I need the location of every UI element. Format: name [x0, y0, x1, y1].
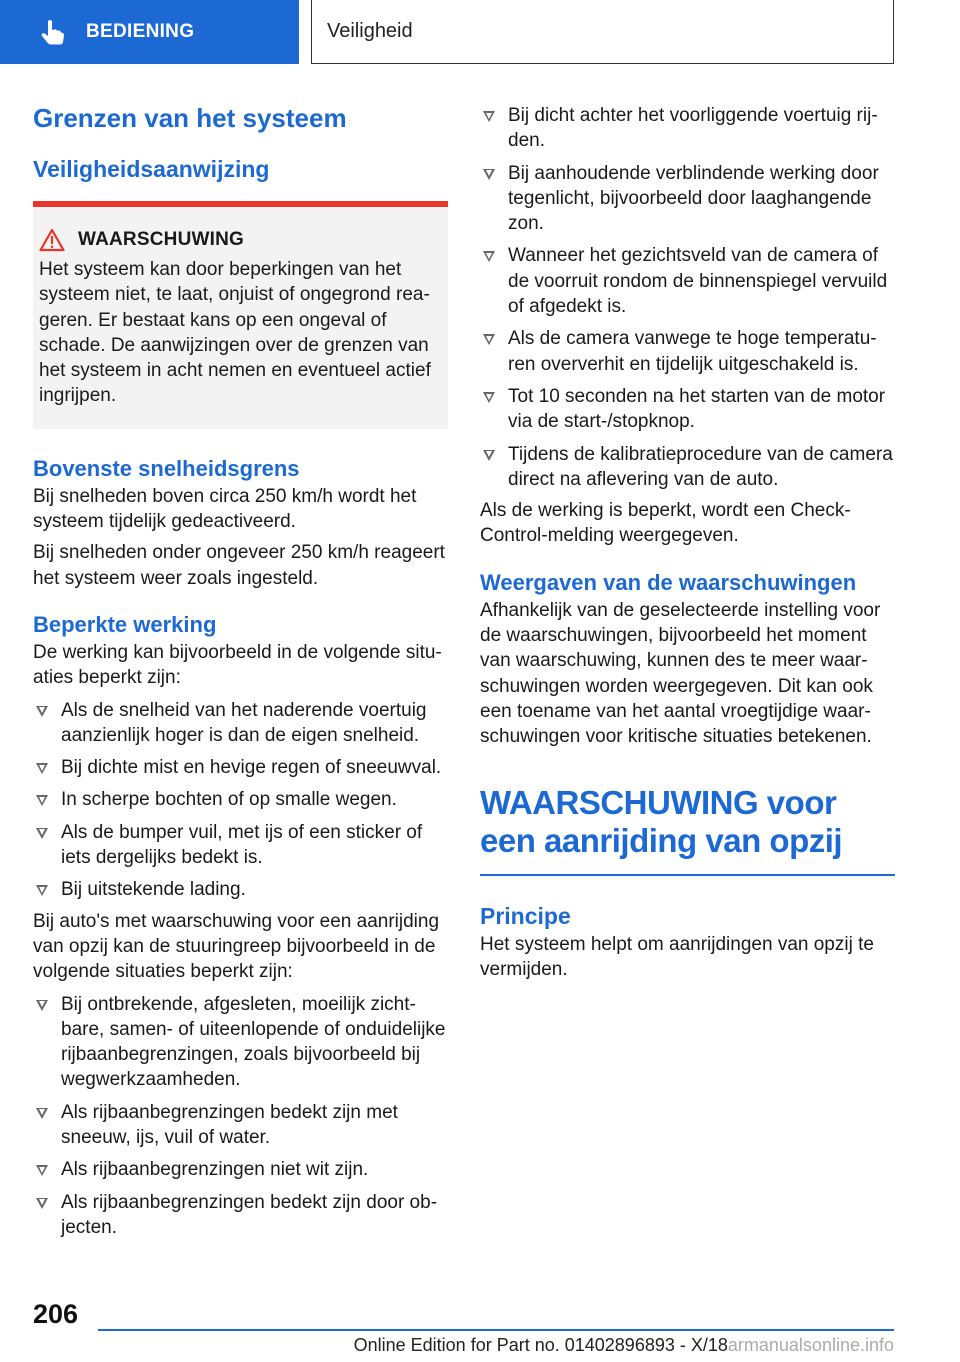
- page-number: 206: [33, 1299, 79, 1329]
- safety-subtitle: Veiligheidsaanwijzing: [33, 156, 270, 182]
- triangle-bullet-icon: [483, 334, 495, 345]
- check-control-note: Als de werking is beperkt, wordt een Check-Control-melding weergegeven.: [480, 500, 851, 547]
- triangle-bullet-icon: [483, 251, 495, 262]
- chapter-tab[interactable]: [311, 0, 894, 64]
- warnings-display-heading: Weergaven van de waarschuwingen: [480, 569, 857, 595]
- triangle-bullet-icon: [483, 392, 495, 403]
- hand-pointer-icon: [38, 18, 66, 46]
- chapter-label: Veiligheid: [327, 20, 413, 42]
- list-item: Als rijbaanbegrenzingen bedekt zijn met sneeuw, ijs, vuil of water.: [33, 1100, 448, 1151]
- list-item: Als rijbaanbegrenzingen bedekt zijn door objecten.: [33, 1190, 448, 1241]
- warnings-display-text: Afhankelijk van de geselecteerde instelling voor de waarschuwingen, bijvoorbeeld het moment van waarschuwing, kunnen des te meer waarschuwingen worden weergegeven. Dit kan ook een toename van het aantal vroegtijdige waarschuwingen voor kritische situaties betekenen.: [480, 599, 881, 748]
- triangle-bullet-icon: [483, 450, 495, 461]
- right-column: [480, 97, 895, 982]
- triangle-bullet-icon: [483, 169, 495, 180]
- list-item: Als de camera vanwege te hoge temperaturen oververhit en tijdelijk uitgeschakeld is.: [480, 326, 895, 377]
- limited-intro: De werking kan bijvoorbeeld in de volgende situaties beperkt zijn:: [33, 641, 442, 689]
- list-item: Bij ontbrekende, afgesleten, moeilijk zichtbare, samen- of uiteenlopende of onduidelijke rijbaanbegrenzingen, zoals bijvoorbeeld bij wegwerkzaamheden.: [33, 992, 448, 1093]
- list-item: In scherpe bochten of op smalle wegen.: [33, 787, 448, 812]
- chapter-title: WAARSCHUWING voor een aanrijding van opzij: [480, 783, 843, 859]
- triangle-bullet-icon: [36, 763, 48, 774]
- triangle-bullet-icon: [36, 885, 48, 896]
- speed-limit-heading: Bovenste snelheidsgrens: [33, 455, 300, 481]
- watermark: armanualsonline.info: [727, 1335, 894, 1355]
- side-collision-intro: Bij auto's met waarschuwing voor een aanrijding van opzij kan de stuuringreep bijvoorbeeld in de volgende situaties beperkt zijn:: [33, 910, 440, 983]
- warning-box: [33, 201, 448, 429]
- triangle-bullet-icon: [483, 111, 495, 122]
- section-label: BEDIENING: [86, 21, 195, 42]
- triangle-bullet-icon: [36, 828, 48, 839]
- principle-heading: Principe: [480, 902, 571, 929]
- warning-text: Het systeem kan door beperkingen van het systeem niet, te laat, onjuist of ongegrond reageren. Er bestaat kans op een ongeval of schade. De aanwijzingen over de grenzen van het systeem in acht nemen en eventueel actief ingrijpen.: [39, 259, 431, 407]
- triangle-bullet-icon: [36, 1165, 48, 1176]
- warning-label: WAARSCHUWING: [78, 229, 244, 250]
- triangle-bullet-icon: [36, 706, 48, 717]
- limited-list: [33, 698, 448, 903]
- list-item: Tijdens de kalibratieprocedure van de camera direct na aflevering van de auto.: [480, 442, 895, 493]
- triangle-bullet-icon: [36, 1108, 48, 1119]
- warning-triangle-icon: [39, 228, 65, 252]
- list-item: Als de bumper vuil, met ijs of een sticker of iets dergelijks bedekt is.: [33, 820, 448, 871]
- left-column: [33, 100, 448, 1240]
- edition-text: Online Edition for Part no. 01402896893 - X/18: [353, 1335, 728, 1355]
- triangle-bullet-icon: [36, 795, 48, 806]
- section-tab[interactable]: [0, 0, 299, 64]
- limited-list-continued: [480, 103, 895, 492]
- list-item: Bij aanhoudende verblindende werking door tegenlicht, bijvoorbeeld door laaghangende zon.: [480, 161, 895, 237]
- footer-rule: [98, 1329, 894, 1331]
- list-item: Als de snelheid van het naderende voertuig aanzienlijk hoger is dan de eigen snelheid.: [33, 698, 448, 749]
- list-item: Wanneer het gezichtsveld van de camera of de voorruit rondom de binnenspiegel vervuild of afgedekt is.: [480, 243, 895, 319]
- list-item: Tot 10 seconden na het starten van de motor via de start-/stopknop.: [480, 384, 895, 435]
- section-title: Grenzen van het systeem: [33, 103, 347, 133]
- speed-limit-paragraph-2: Bij snelheden onder ongeveer 250 km/h reageert het systeem weer zoals ingesteld.: [33, 542, 445, 589]
- footer-edition: [354, 1335, 894, 1356]
- triangle-bullet-icon: [36, 1198, 48, 1209]
- speed-limit-paragraph-1: Bij snelheden boven circa 250 km/h wordt het systeem tijdelijk gedeactiveerd.: [33, 485, 417, 533]
- list-item: Bij uitstekende lading.: [33, 877, 448, 902]
- limited-operation-heading: Beperkte werking: [33, 611, 217, 637]
- list-item: Bij dicht achter het voorliggende voertuig rijden.: [480, 103, 895, 154]
- warning-header: [33, 207, 448, 252]
- page-header: [0, 0, 960, 66]
- triangle-bullet-icon: [36, 1000, 48, 1011]
- list-item: Als rijbaanbegrenzingen niet wit zijn.: [33, 1157, 448, 1182]
- principle-text: Het systeem helpt om aanrijdingen van opzij te vermijden.: [480, 933, 874, 980]
- side-collision-list: [33, 992, 448, 1241]
- list-item: Bij dichte mist en hevige regen of sneeuwval.: [33, 755, 448, 780]
- chapter-title-rule: [480, 874, 895, 876]
